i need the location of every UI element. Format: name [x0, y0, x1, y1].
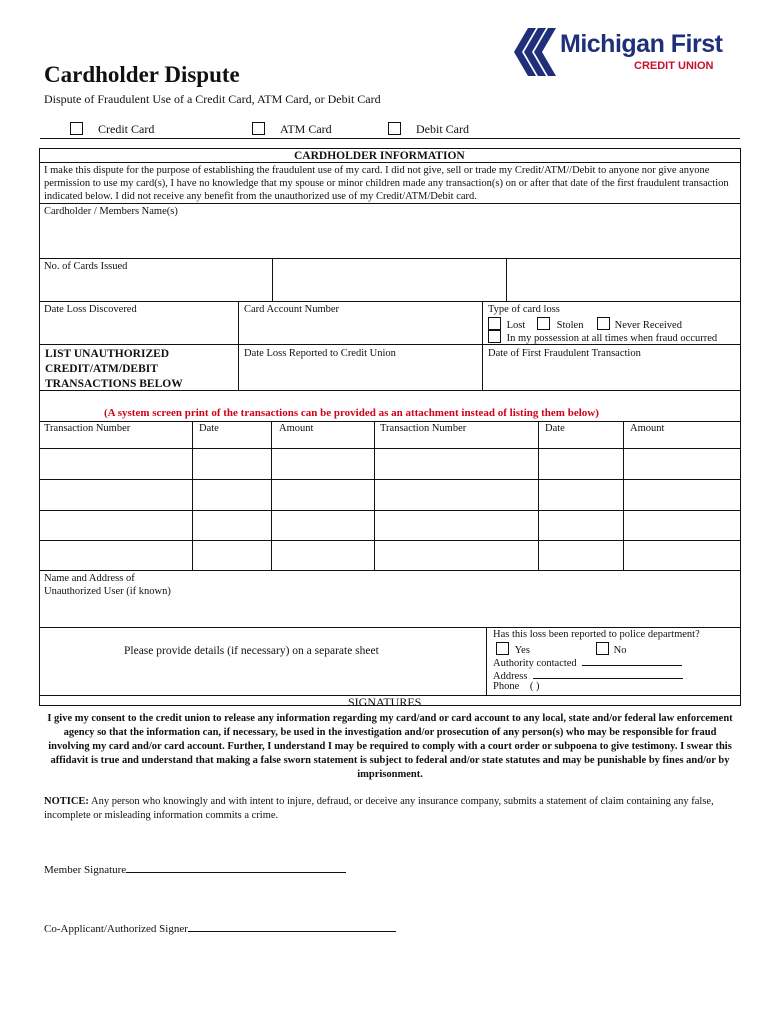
authority-field[interactable] — [582, 655, 682, 666]
cards-issued-label: No. of Cards Issued — [44, 261, 128, 272]
list-unauthorized-heading: LIST UNAUTHORIZED CREDIT/ATM/DEBIT TRANSACTIONS BELOW — [45, 348, 183, 390]
divider — [39, 390, 741, 391]
lost-checkbox[interactable] — [488, 317, 501, 330]
credit-card-option[interactable] — [70, 122, 154, 137]
in-possession-checkbox[interactable] — [488, 330, 501, 343]
txn-amount-header-2: Amount — [630, 423, 665, 434]
divider — [238, 301, 239, 390]
logo-subtitle: CREDIT UNION — [634, 60, 714, 72]
stolen-checkbox[interactable] — [537, 317, 550, 330]
cardholder-info-heading: CARDHOLDER INFORMATION — [294, 150, 465, 162]
police-no-option[interactable] — [596, 642, 626, 656]
address-label: Address — [493, 671, 528, 682]
police-no-checkbox[interactable] — [596, 642, 609, 655]
txn-amount-header-1: Amount — [279, 423, 314, 434]
page-title: Cardholder Dispute — [44, 62, 240, 87]
date-loss-reported-label: Date Loss Reported to Credit Union — [244, 348, 396, 359]
date-first-fraud-label: Date of First Fraudulent Transaction — [488, 348, 641, 359]
cards-issued-field-a[interactable] — [273, 259, 505, 300]
coapplicant-signature[interactable] — [44, 921, 396, 935]
credit-card-label: Credit Card — [98, 122, 155, 136]
notice-text: Any person who knowingly and with intent to injure, defraud, or deceive any insurance company, submits a statement of claim containing any false, incomplete or misleading information commits a crime. — [44, 796, 714, 821]
notice-label: NOTICE: — [44, 796, 89, 807]
divider — [39, 627, 741, 628]
coapplicant-signature-label: Co-Applicant/Authorized Signer — [44, 923, 188, 935]
never-received-checkbox[interactable] — [597, 317, 610, 330]
txn-number-header-1: Transaction Number — [44, 423, 131, 434]
signatures-heading: SIGNATURES — [348, 695, 422, 709]
never-received-label: Never Received — [614, 320, 682, 331]
atm-card-option[interactable] — [252, 122, 332, 137]
logo-mark-icon — [510, 26, 558, 78]
unauthorized-user-field[interactable] — [40, 598, 740, 626]
debit-card-option[interactable] — [388, 122, 469, 137]
lost-option[interactable] — [488, 317, 525, 331]
never-received-option[interactable] — [597, 317, 682, 331]
phone-field[interactable]: ( ) — [529, 681, 540, 692]
police-phone[interactable] — [493, 681, 540, 692]
authority-contacted[interactable] — [493, 655, 682, 669]
page-subtitle: Dispute of Fraudulent Use of a Credit Card, ATM Card, or Debit Card — [44, 92, 381, 106]
transaction-row[interactable] — [40, 511, 740, 540]
divider — [39, 344, 741, 345]
stolen-option[interactable] — [537, 317, 583, 331]
michigan-first-logo — [510, 26, 730, 82]
date-loss-discovered-label: Date Loss Discovered — [44, 304, 137, 315]
member-signature[interactable] — [44, 862, 346, 876]
transaction-row[interactable] — [40, 449, 740, 479]
logo-name: Michigan First — [560, 30, 723, 58]
police-address[interactable] — [493, 668, 683, 682]
divider — [39, 570, 741, 571]
coapplicant-signature-field[interactable] — [188, 921, 396, 932]
divider — [39, 162, 741, 163]
divider — [40, 138, 740, 139]
divider — [486, 627, 487, 695]
lost-label: Lost — [506, 320, 526, 331]
member-signature-field[interactable] — [126, 862, 346, 873]
police-yes-checkbox[interactable] — [496, 642, 509, 655]
authority-label: Authority contacted — [493, 658, 577, 669]
divider — [482, 301, 483, 390]
phone-label: Phone — [493, 681, 520, 692]
consent-statement: I give my consent to the credit union to release any information regarding my card/and or card account to any local, state and/or federal law enforcement agency so that the information can, if necessary, be used in the investigation and/or prosecution of any person(s) who may be responsible for fraud involving my card and/or card account. Further, I understand I may be required to comply with a court order or subpoena to give testimony. I swear this affidavit is true and understand that making a false sworn statement is subject to federal and/or state statutes and may be punishable by fines and/or by imprisonment. — [47, 713, 733, 780]
members-name-field[interactable] — [40, 218, 740, 258]
notice — [44, 795, 744, 823]
cards-issued-field-b[interactable] — [507, 259, 740, 300]
debit-card-label: Debit Card — [416, 122, 469, 136]
unauthorized-user-label: Name and Address of Unauthorized User (if known) — [44, 573, 171, 597]
cardholder-statement: I make this dispute for the purpose of establishing the fraudulent use of my card. I did not give, sell or trade my Credit/ATM//Debit to anyone nor give anyone permission to use my card(s), I have no knowledge that my spouse or minor children made any transaction(s) on or after that date of the first fraudulent transaction indicated below. I did not receive any benefit from the unauthorized use of my Credit/ATM/Debit card. — [44, 165, 729, 202]
transaction-row[interactable] — [40, 541, 740, 570]
stolen-label: Stolen — [556, 320, 584, 331]
member-signature-label: Member Signature — [44, 864, 127, 876]
police-question: Has this loss been reported to police department? — [493, 629, 700, 640]
address-field[interactable] — [533, 668, 683, 679]
divider — [39, 301, 741, 302]
card-account-number-label: Card Account Number — [244, 304, 340, 315]
police-no-label: No — [613, 645, 627, 656]
txn-date-header-1: Date — [199, 423, 219, 434]
details-note: Please provide details (if necessary) on a separate sheet — [124, 645, 379, 657]
members-name-label: Cardholder / Members Name(s) — [44, 206, 178, 217]
atm-card-checkbox[interactable] — [252, 122, 265, 135]
divider — [39, 421, 741, 422]
transaction-row[interactable] — [40, 480, 740, 510]
atm-card-label: ATM Card — [280, 122, 332, 136]
debit-card-checkbox[interactable] — [388, 122, 401, 135]
police-yes-option[interactable] — [496, 642, 530, 656]
police-yes-label: Yes — [514, 645, 530, 656]
in-possession-option[interactable] — [488, 330, 717, 344]
in-possession-label: In my possession at all times when fraud occurred — [506, 333, 718, 344]
attachment-note: (A system screen print of the transactions can be provided as an attachment instead of listing them below) — [104, 407, 599, 419]
txn-number-header-2: Transaction Number — [380, 423, 467, 434]
type-of-loss-label: Type of card loss — [488, 304, 560, 315]
txn-date-header-2: Date — [545, 423, 565, 434]
credit-card-checkbox[interactable] — [70, 122, 83, 135]
divider — [39, 203, 741, 204]
